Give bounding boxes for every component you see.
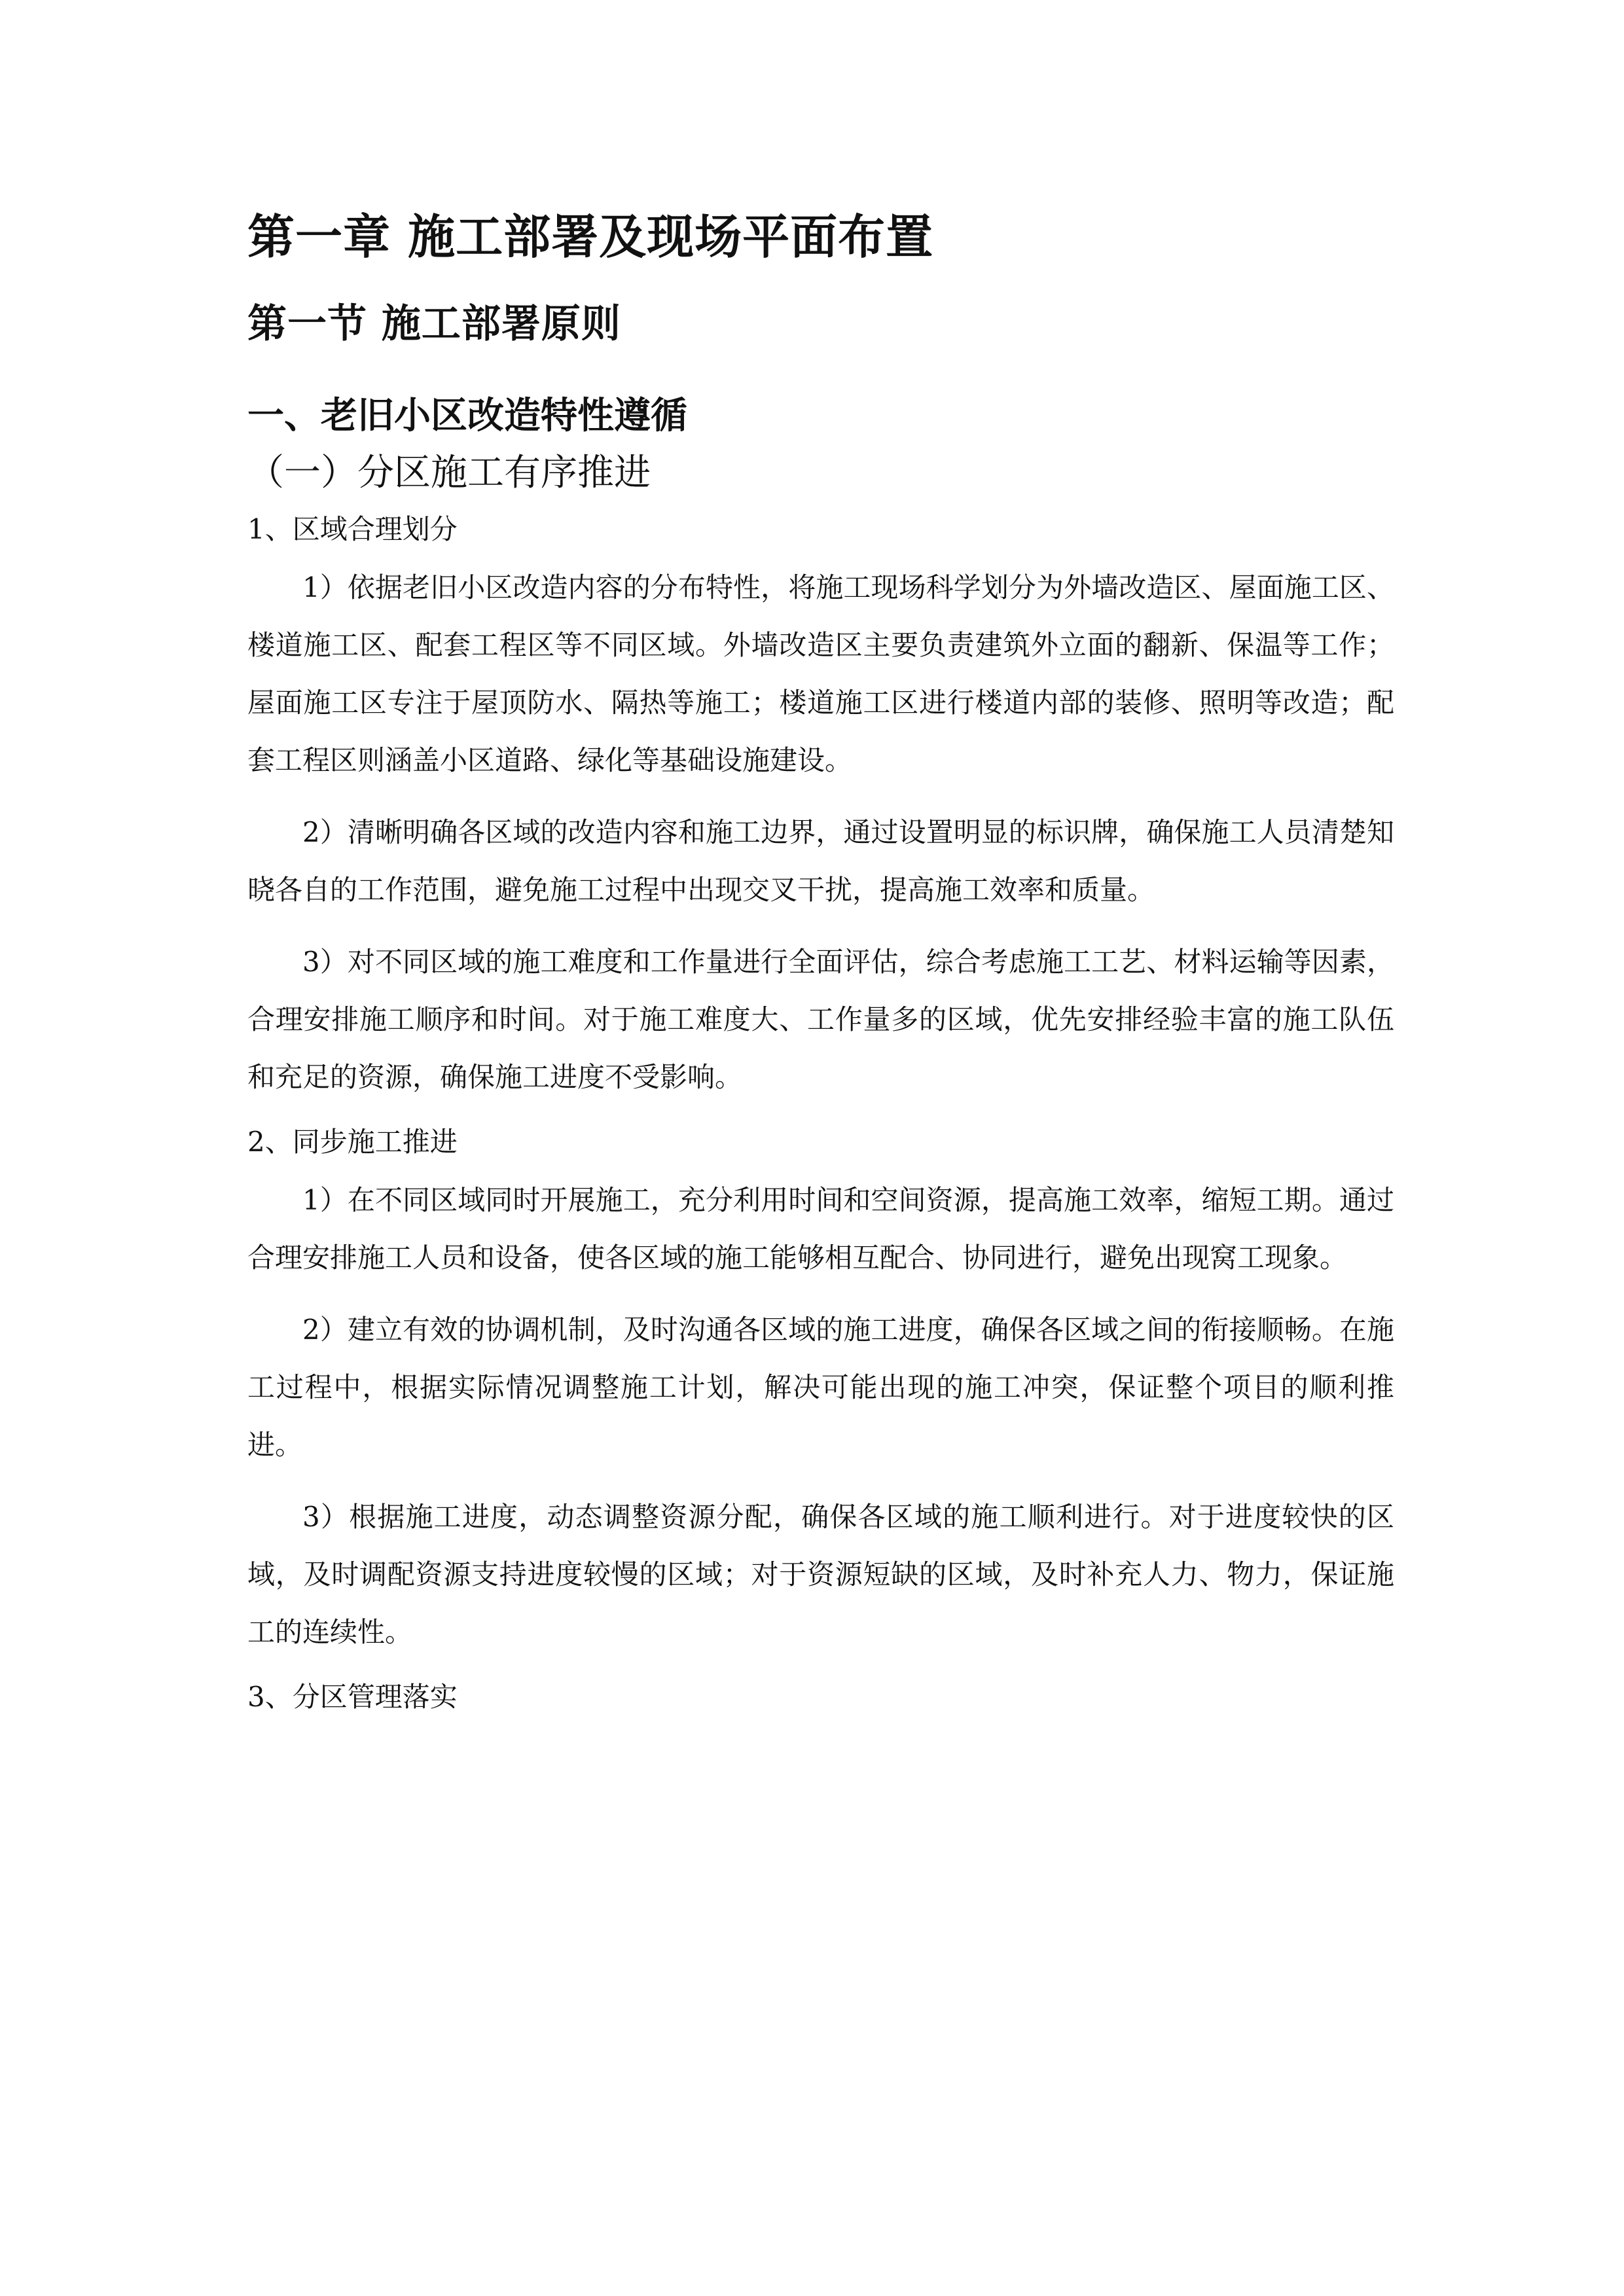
item-2-paragraph-1: 1）在不同区域同时开展施工，充分利用时间和空间资源，提高施工效率，缩短工期。通过合理安排施工人员和设备，使各区域的施工能够相互配合、协同进行，避免出现窝工现象。	[247, 1184, 1394, 1274]
item-1-title: 1、区域合理划分	[247, 513, 458, 545]
section-title: 第一节 施工部署原则	[247, 301, 621, 347]
page-content	[247, 204, 1394, 1727]
chapter-title: 第一章 施工部署及现场平面布置	[247, 209, 934, 264]
item-2-title: 2、同步施工推进	[247, 1126, 458, 1158]
item-1-paragraph-1: 1）依据老旧小区改造内容的分布特性，将施工现场科学划分为外墙改造区、屋面施工区、楼道施工区、配套工程区等不同区域。外墙改造区主要负责建筑外立面的翻新、保温等工作；屋面施工区专注于屋顶防水、隔热等施工；楼道施工区进行楼道内部的装修、照明等改造；配套工程区则涵盖小区道路、绿化等基础设施建设。	[247, 571, 1394, 776]
item-1-paragraph-3: 3）对不同区域的施工难度和工作量进行全面评估，综合考虑施工工艺、材料运输等因素，合理安排施工顺序和时间。对于施工难度大、工作量多的区域，优先安排经验丰富的施工队伍和充足的资源，确保施工进度不受影响。	[247, 946, 1394, 1093]
item-3-title: 3、分区管理落实	[247, 1681, 458, 1713]
sub-subsection-title: （一）分区施工有序推进	[247, 452, 651, 494]
subsection-title: 一、老旧小区改造特性遵循	[247, 395, 687, 437]
item-1-paragraph-2: 2）清晰明确各区域的改造内容和施工边界，通过设置明显的标识牌，确保施工人员清楚知晓各自的工作范围，避免施工过程中出现交叉干扰，提高施工效率和质量。	[247, 816, 1394, 906]
item-2-paragraph-2: 2）建立有效的协调机制，及时沟通各区域的施工进度，确保各区域之间的衔接顺畅。在施工过程中，根据实际情况调整施工计划，解决可能出现的施工冲突，保证整个项目的顺利推进。	[247, 1314, 1394, 1461]
item-2-paragraph-3: 3）根据施工进度，动态调整资源分配，确保各区域的施工顺利进行。对于进度较快的区域，及时调配资源支持进度较慢的区域；对于资源短缺的区域，及时补充人力、物力，保证施工的连续性。	[247, 1501, 1394, 1648]
